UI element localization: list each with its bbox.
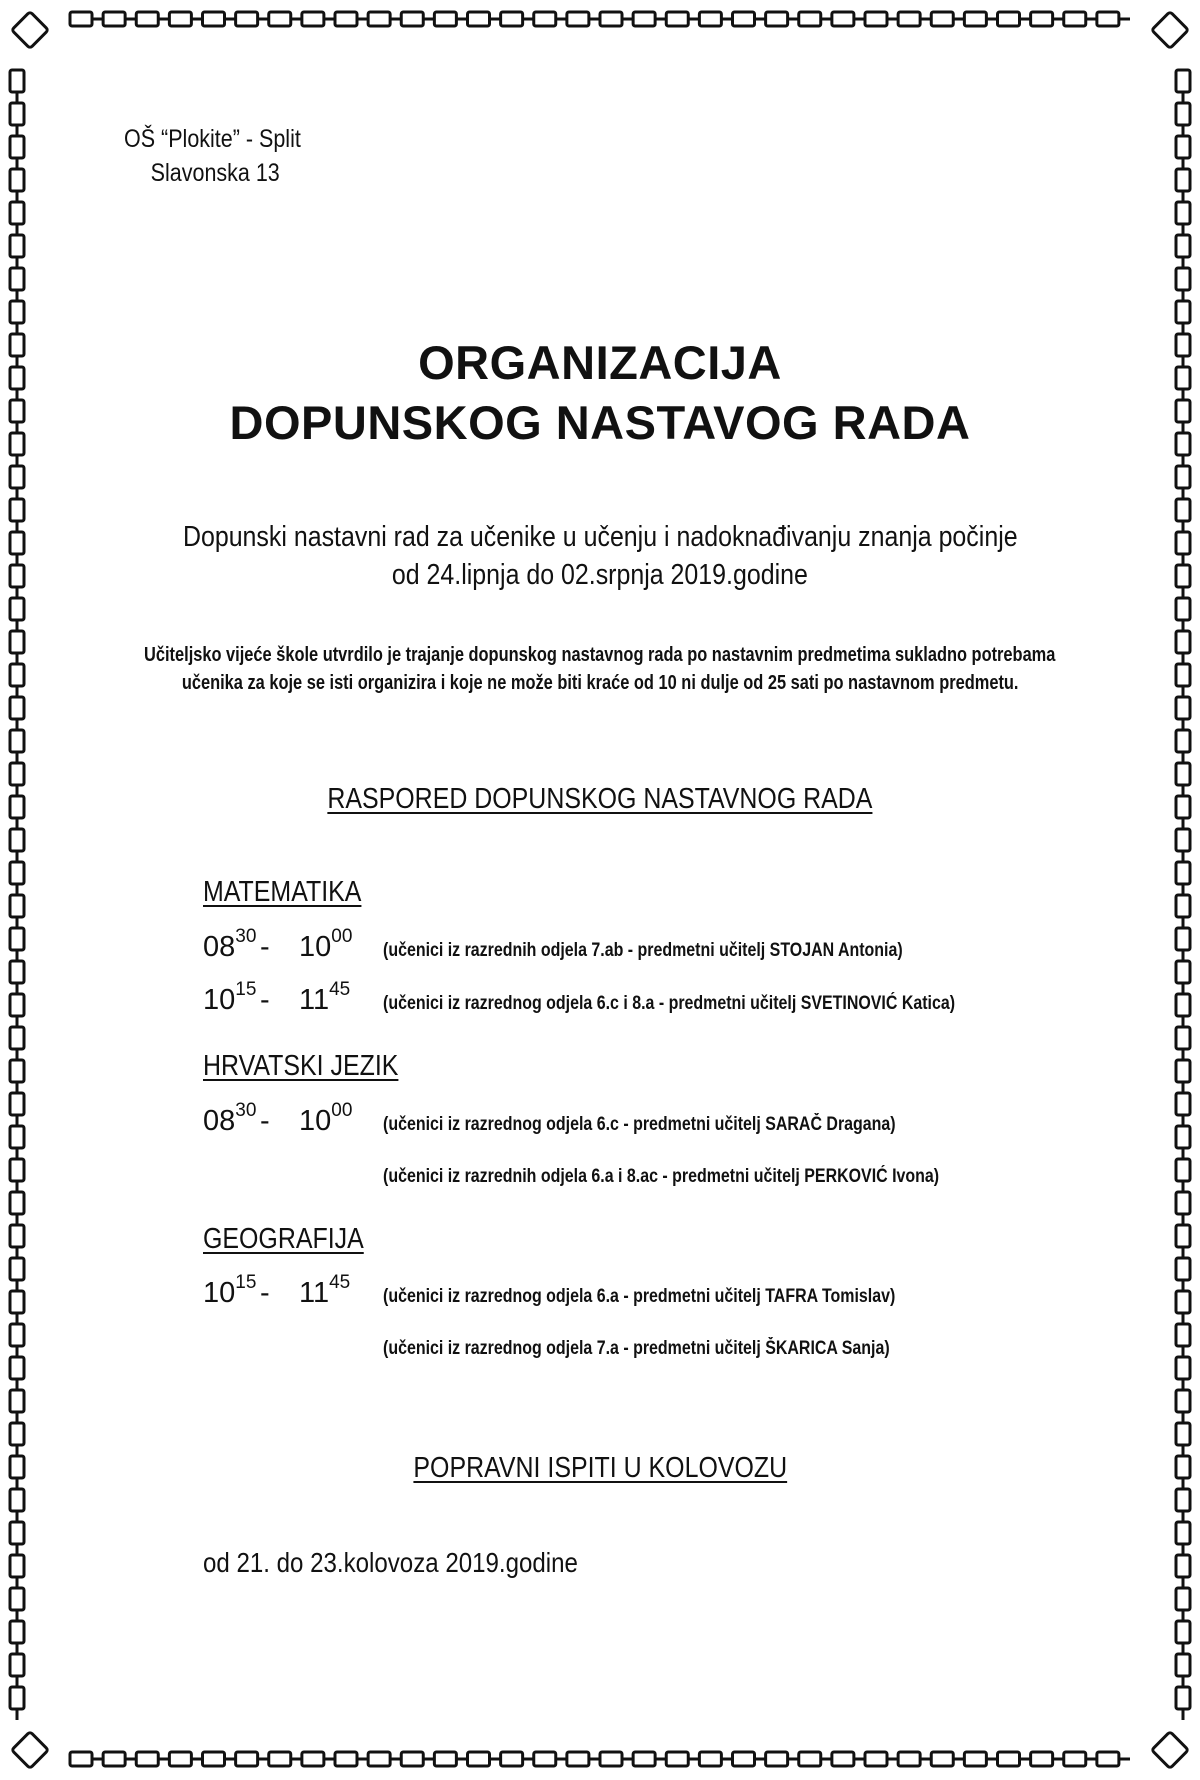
group-description: (učenici iz razrednih odjela 7.ab - predmetni učitelj STOJAN Antonia) — [383, 940, 903, 961]
council-note — [0, 641, 1200, 697]
title-line-1: ORGANIZACIJA — [418, 336, 782, 389]
title-line-2: DOPUNSKOG NASTAVOG RADA — [229, 396, 971, 449]
makeup-exams-heading: POPRAVNI ISPITI U KOLOVOZU — [413, 1452, 787, 1484]
makeup-exams-date: od 21. do 23.kolovoza 2019.godine — [203, 1547, 578, 1578]
subject-heading-geography: GEOGRAFIJA — [203, 1223, 364, 1255]
intro-line-2: od 24.lipnja do 02.srpnja 2019.godine — [391, 559, 808, 591]
school-info — [124, 122, 301, 190]
intro-text — [0, 518, 1200, 594]
intro-line-1: Dopunski nastavni rad za učenike u učenju i nadoknađivanju znanja počinje — [182, 521, 1018, 553]
group-description: (učenici iz razrednog odjela 6.c - predmetni učitelj SARAČ Dragana) — [383, 1114, 896, 1135]
group-description: (učenici iz razrednih odjela 6.a i 8.ac - predmetni učitelj PERKOVIĆ Ivona) — [383, 1166, 940, 1187]
time-slot: $10^{15}$ - $11^{45}$ — [203, 1272, 351, 1309]
group-description: (učenici iz razrednog odjela 6.a - predmetni učitelj TAFRA Tomislav) — [383, 1286, 896, 1307]
subject-heading-math: MATEMATIKA — [203, 876, 362, 908]
school-address: Slavonska 13 — [150, 159, 280, 187]
time-slot: $08^{30}$ - $10^{00}$ — [203, 926, 353, 963]
subject-heading-croatian: HRVATSKI JEZIK — [203, 1050, 399, 1082]
note-line-2: učenika za koje se isti organizira i koje ne može biti kraće od 10 ni dulje od 25 sati po nastavnom predmetu. — [181, 672, 1019, 694]
group-description: (učenici iz razrednog odjela 6.c i 8.a - predmetni učitelj SVETINOVIĆ Katica) — [383, 993, 956, 1014]
group-description: (učenici iz razrednog odjela 7.a - predmetni učitelj ŠKARICA Sanja) — [383, 1338, 890, 1359]
time-slot: $10^{15}$ - $11^{45}$ — [203, 979, 351, 1016]
note-line-1: Učiteljsko vijeće škole utvrdilo je trajanje dopunskog nastavnog rada po nastavnim predmetima sukladno potrebama — [144, 644, 1056, 666]
time-slot: $08^{30}$ - $10^{00}$ — [203, 1100, 353, 1137]
page-title — [0, 333, 1200, 453]
school-name: OŠ “Plokite” - Split — [124, 125, 301, 153]
schedule-heading: RASPORED DOPUNSKOG NASTAVNOG RADA — [327, 783, 873, 815]
